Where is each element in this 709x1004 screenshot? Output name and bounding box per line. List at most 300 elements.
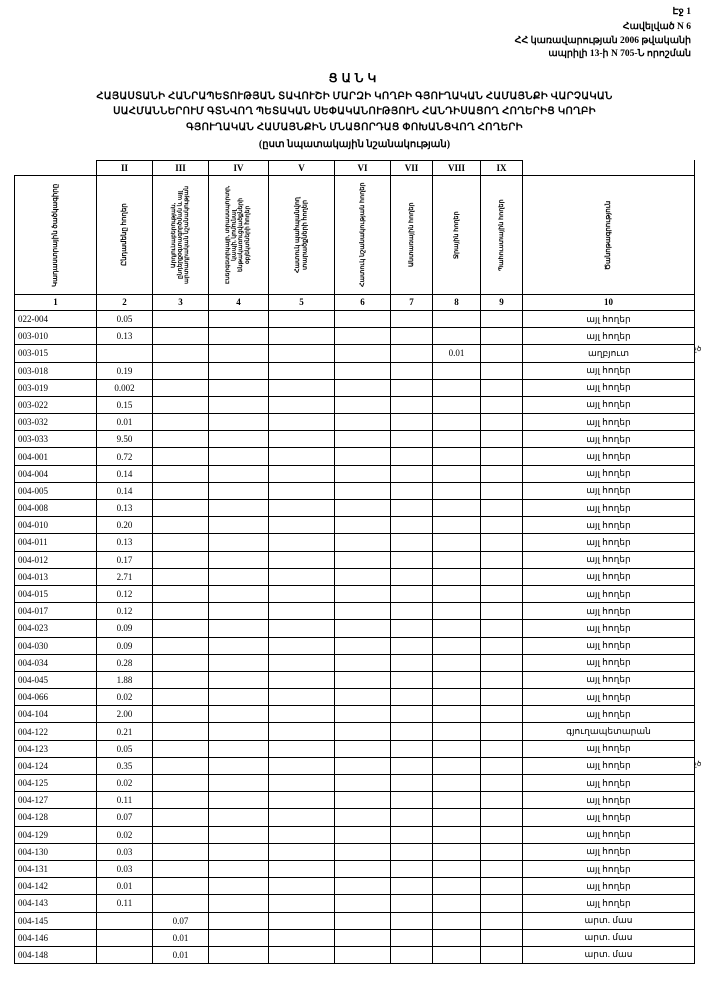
cell-col-6: [335, 929, 391, 946]
cell-col-6: [335, 706, 391, 723]
cell-col-4: [209, 809, 269, 826]
cell-col-7: [391, 895, 433, 912]
cell-col-6: [335, 637, 391, 654]
cell-col-9: [481, 620, 523, 637]
document-note: (ըստ նպատակային նշանակության): [258, 138, 451, 150]
cell-col-6: [335, 603, 391, 620]
col-number-5: 5: [269, 294, 335, 310]
cell-col-8: [433, 723, 481, 740]
cell-col-7: [391, 706, 433, 723]
cell-col-3: [153, 878, 209, 895]
col-header-industrial: [153, 175, 209, 294]
cell-col-8: [433, 809, 481, 826]
table-header-row: [15, 175, 695, 294]
cell-cadastre-code: 004-143: [15, 895, 97, 912]
cell-col-6: [335, 757, 391, 774]
cell-col-3: [153, 517, 209, 534]
cell-col-4: [209, 482, 269, 499]
annex-line-1: Հավելված N 6: [622, 21, 691, 32]
cell-col-4: [209, 878, 269, 895]
table-row: [15, 620, 695, 637]
cell-col-6: [335, 740, 391, 757]
cell-col-4: [209, 517, 269, 534]
table-row: [15, 809, 695, 826]
cell-col-8: 0.01: [433, 345, 481, 362]
cell-col-5: [269, 878, 335, 895]
cell-col-8: [433, 568, 481, 585]
cell-note: այլ հողեր: [523, 517, 695, 534]
cell-cadastre-code: 004-145: [15, 912, 97, 929]
table-row: [15, 654, 695, 671]
cell-col-4: [209, 379, 269, 396]
cell-cadastre-code: 004-005: [15, 482, 97, 499]
cell-col-6: [335, 482, 391, 499]
cell-note: այլ հողեր: [523, 414, 695, 431]
cell-col-2: 0.14: [97, 482, 153, 499]
cell-cadastre-code: 004-148: [15, 946, 97, 963]
cell-col-9: [481, 929, 523, 946]
cell-cadastre-code: 004-128: [15, 809, 97, 826]
document-subtitle-line-1: ՀԱՅԱՍՏԱՆԻ ՀԱՆՐԱՊԵՏՈՒԹՅԱՆ ՏԱՎՈՒՇԻ ՄԱՐԶԻ ԿՈՂԲԻ ԳՅՈՒՂԱԿԱՆ ՀԱՄԱՅՆՔԻ ՎԱՐՉԱԿԱՆ: [96, 91, 613, 103]
cell-col-4: [209, 723, 269, 740]
cell-col-8: [433, 826, 481, 843]
cell-note: այլ հողեր: [523, 671, 695, 688]
cell-col-4: [209, 792, 269, 809]
margin-mark: չծ: [694, 345, 702, 353]
col-header-label-5: Հատուկ պահպանվող տարածքների հողեր: [294, 196, 309, 273]
cell-col-7: [391, 585, 433, 602]
cell-col-4: [209, 843, 269, 860]
cell-col-3: [153, 792, 209, 809]
cell-col-6: [335, 328, 391, 345]
cell-cadastre-code: 004-123: [15, 740, 97, 757]
cell-col-3: [153, 396, 209, 413]
cell-col-6: [335, 843, 391, 860]
cell-col-4: [209, 396, 269, 413]
cell-col-7: [391, 723, 433, 740]
cell-note: այլ հողեր: [523, 637, 695, 654]
cell-col-2: 0.12: [97, 603, 153, 620]
cell-col-5: [269, 723, 335, 740]
cell-col-8: [433, 671, 481, 688]
cell-col-9: [481, 396, 523, 413]
cell-note: այլ հողեր: [523, 775, 695, 792]
cell-col-3: [153, 482, 209, 499]
cell-col-3: 0.07: [153, 912, 209, 929]
cell-col-8: [433, 620, 481, 637]
cell-col-7: [391, 946, 433, 963]
cell-note: այլ հողեր: [523, 431, 695, 448]
cell-col-4: [209, 757, 269, 774]
cell-col-2: 0.03: [97, 860, 153, 877]
cell-cadastre-code: 003-032: [15, 414, 97, 431]
cell-col-5: [269, 895, 335, 912]
cell-col-4: [209, 620, 269, 637]
cell-col-8: [433, 878, 481, 895]
cell-col-7: [391, 740, 433, 757]
roman-cell-10: [523, 160, 695, 175]
table-row: [15, 517, 695, 534]
cell-col-4: [209, 328, 269, 345]
cell-col-9: [481, 740, 523, 757]
cell-col-5: [269, 517, 335, 534]
cell-col-6: [335, 792, 391, 809]
cell-col-2: 1.88: [97, 671, 153, 688]
cell-col-6: [335, 946, 391, 963]
cell-col-3: [153, 379, 209, 396]
cell-col-2: 0.21: [97, 723, 153, 740]
cell-col-3: [153, 757, 209, 774]
cell-col-2: [97, 929, 153, 946]
roman-cell-4: IV: [209, 160, 269, 175]
cell-col-3: [153, 775, 209, 792]
cell-cadastre-code: 004-034: [15, 654, 97, 671]
cell-col-2: 0.13: [97, 328, 153, 345]
cell-col-5: [269, 465, 335, 482]
margin-mark: չծ: [694, 760, 702, 768]
cell-col-9: [481, 843, 523, 860]
table-row: [15, 792, 695, 809]
col-number-4: 4: [209, 294, 269, 310]
cell-col-8: [433, 517, 481, 534]
cell-col-9: [481, 500, 523, 517]
col-header-label-8: Ջրային հողեր: [452, 211, 460, 259]
cell-col-8: [433, 551, 481, 568]
cell-col-8: [433, 689, 481, 706]
roman-cell-7: VII: [391, 160, 433, 175]
col-header-label-9: Պահուստային հողեր: [497, 199, 505, 271]
cell-col-3: [153, 310, 209, 327]
roman-cell-3: III: [153, 160, 209, 175]
cell-col-9: [481, 431, 523, 448]
cell-col-9: [481, 379, 523, 396]
title-block: [14, 71, 695, 150]
cell-col-8: [433, 654, 481, 671]
cell-col-6: [335, 620, 391, 637]
cell-col-9: [481, 723, 523, 740]
cell-col-8: [433, 860, 481, 877]
cell-col-9: [481, 362, 523, 379]
cell-col-4: [209, 654, 269, 671]
table-roman-row: [15, 160, 695, 175]
cell-col-9: [481, 689, 523, 706]
cell-col-6: [335, 431, 391, 448]
cell-col-2: 0.11: [97, 792, 153, 809]
cell-cadastre-code: 004-142: [15, 878, 97, 895]
cell-col-2: 0.05: [97, 740, 153, 757]
cell-col-2: 0.17: [97, 551, 153, 568]
cell-col-7: [391, 345, 433, 362]
cell-col-7: [391, 843, 433, 860]
cell-cadastre-code: 004-045: [15, 671, 97, 688]
cell-col-6: [335, 895, 391, 912]
cell-col-8: [433, 740, 481, 757]
cell-cadastre-code: 004-146: [15, 929, 97, 946]
cell-col-5: [269, 448, 335, 465]
cell-col-8: [433, 379, 481, 396]
cell-col-8: [433, 929, 481, 946]
cell-note: արտ. մաս: [523, 946, 695, 963]
roman-cell-2: II: [97, 160, 153, 175]
cell-col-3: [153, 654, 209, 671]
cell-col-5: [269, 826, 335, 843]
cell-col-9: [481, 775, 523, 792]
cell-col-2: 0.20: [97, 517, 153, 534]
table-row: [15, 328, 695, 345]
cell-col-4: [209, 740, 269, 757]
cell-col-5: [269, 379, 335, 396]
table-row: [15, 912, 695, 929]
cell-col-6: [335, 671, 391, 688]
cell-col-8: [433, 500, 481, 517]
cell-col-8: [433, 775, 481, 792]
cell-note: այլ հողեր: [523, 620, 695, 637]
table-row: [15, 482, 695, 499]
cell-cadastre-code: 004-023: [15, 620, 97, 637]
cell-col-3: [153, 860, 209, 877]
cell-col-5: [269, 603, 335, 620]
cell-cadastre-code: 003-022: [15, 396, 97, 413]
cell-col-5: [269, 792, 335, 809]
table-row: [15, 689, 695, 706]
table-row: [15, 448, 695, 465]
cell-col-9: [481, 706, 523, 723]
cell-cadastre-code: 004-130: [15, 843, 97, 860]
table-row: [15, 414, 695, 431]
cell-col-8: [433, 585, 481, 602]
cell-cadastre-code: 004-127: [15, 792, 97, 809]
cell-col-7: [391, 654, 433, 671]
cell-col-5: [269, 620, 335, 637]
table-row: [15, 585, 695, 602]
cell-col-5: [269, 843, 335, 860]
cell-col-9: [481, 654, 523, 671]
cell-col-7: [391, 482, 433, 499]
cell-cadastre-code: 004-008: [15, 500, 97, 517]
cell-col-2: 0.09: [97, 637, 153, 654]
cell-cadastre-code: 003-033: [15, 431, 97, 448]
cell-col-2: 2.71: [97, 568, 153, 585]
cell-col-2: 0.02: [97, 775, 153, 792]
cell-col-4: [209, 895, 269, 912]
cell-col-5: [269, 775, 335, 792]
cell-col-4: [209, 860, 269, 877]
cell-col-9: [481, 448, 523, 465]
cell-col-9: [481, 860, 523, 877]
col-number-3: 3: [153, 294, 209, 310]
cell-col-3: [153, 740, 209, 757]
table-row: [15, 740, 695, 757]
table-row: [15, 878, 695, 895]
cell-col-4: [209, 671, 269, 688]
cell-col-5: [269, 637, 335, 654]
cell-col-4: [209, 826, 269, 843]
col-header-total-lands: [97, 175, 153, 294]
cell-col-3: [153, 706, 209, 723]
cell-col-5: [269, 414, 335, 431]
cell-col-4: [209, 929, 269, 946]
cell-col-7: [391, 396, 433, 413]
cell-col-9: [481, 310, 523, 327]
cell-col-8: [433, 362, 481, 379]
cell-note: այլ հողեր: [523, 860, 695, 877]
cell-col-4: [209, 912, 269, 929]
table-row: [15, 775, 695, 792]
cell-note: այլ հողեր: [523, 792, 695, 809]
cell-col-3: [153, 637, 209, 654]
table-row: [15, 671, 695, 688]
table-row: [15, 396, 695, 413]
cell-col-4: [209, 310, 269, 327]
cell-cadastre-code: 004-122: [15, 723, 97, 740]
cell-col-7: [391, 929, 433, 946]
table-row: [15, 345, 695, 362]
cell-note: այլ հողեր: [523, 310, 695, 327]
cell-col-7: [391, 809, 433, 826]
cell-cadastre-code: 004-125: [15, 775, 97, 792]
cell-col-7: [391, 568, 433, 585]
col-header-label-3: Արդյունաբերության, ընդերքօգտագործման և այլ արտադրական նշանակության: [170, 185, 190, 285]
cell-cadastre-code: 004-104: [15, 706, 97, 723]
cell-col-9: [481, 792, 523, 809]
cell-col-6: [335, 568, 391, 585]
cell-col-7: [391, 310, 433, 327]
cell-col-2: 0.35: [97, 757, 153, 774]
cell-col-3: [153, 431, 209, 448]
cell-cadastre-code: 004-030: [15, 637, 97, 654]
cell-col-6: [335, 500, 391, 517]
document-header: [14, 6, 691, 62]
col-header-notes: [523, 175, 695, 294]
table-body: [15, 310, 695, 963]
cell-col-5: [269, 310, 335, 327]
cell-col-9: [481, 637, 523, 654]
cell-col-6: [335, 775, 391, 792]
cell-col-6: [335, 809, 391, 826]
cell-col-3: [153, 534, 209, 551]
col-number-2: 2: [97, 294, 153, 310]
cell-col-9: [481, 585, 523, 602]
cell-col-4: [209, 706, 269, 723]
cell-col-7: [391, 620, 433, 637]
cell-col-8: [433, 757, 481, 774]
cell-col-2: 0.02: [97, 826, 153, 843]
cell-col-6: [335, 310, 391, 327]
table-row: [15, 860, 695, 877]
cell-col-8: [433, 534, 481, 551]
cell-col-3: [153, 568, 209, 585]
col-header-label-7: Անտառային հողեր: [407, 202, 415, 268]
cell-col-5: [269, 809, 335, 826]
cell-note: այլ հողեր: [523, 826, 695, 843]
cell-col-8: [433, 328, 481, 345]
table-row: [15, 826, 695, 843]
col-header-label-10: Ծանոթագրություն: [604, 200, 613, 270]
cell-col-3: [153, 809, 209, 826]
cell-col-5: [269, 740, 335, 757]
col-header-forest: [391, 175, 433, 294]
col-number-7: 7: [391, 294, 433, 310]
cell-col-5: [269, 929, 335, 946]
cell-col-8: [433, 946, 481, 963]
cell-note: այլ հողեր: [523, 654, 695, 671]
cell-col-2: 0.13: [97, 500, 153, 517]
cell-col-3: [153, 414, 209, 431]
cell-note: այլ հողեր: [523, 740, 695, 757]
cell-col-8: [433, 431, 481, 448]
cell-col-7: [391, 362, 433, 379]
col-header-special-purpose: [335, 175, 391, 294]
table-column-number-row: [15, 294, 695, 310]
cell-col-4: [209, 465, 269, 482]
cell-col-7: [391, 912, 433, 929]
cell-col-6: [335, 345, 391, 362]
cell-col-8: [433, 912, 481, 929]
cell-cadastre-code: 004-066: [15, 689, 97, 706]
cell-col-9: [481, 826, 523, 843]
col-number-6: 6: [335, 294, 391, 310]
cell-col-2: 0.01: [97, 414, 153, 431]
cell-col-4: [209, 431, 269, 448]
table-row: [15, 431, 695, 448]
cell-note: այլ հողեր: [523, 465, 695, 482]
cell-col-7: [391, 792, 433, 809]
cell-col-6: [335, 465, 391, 482]
cell-col-3: [153, 362, 209, 379]
table-row: [15, 843, 695, 860]
cell-col-2: 0.19: [97, 362, 153, 379]
cell-cadastre-code: 003-019: [15, 379, 97, 396]
cell-col-2: 2.00: [97, 706, 153, 723]
cell-col-6: [335, 689, 391, 706]
page-number: Էջ 1: [672, 7, 691, 17]
cell-cadastre-code: 004-131: [15, 860, 97, 877]
cell-col-9: [481, 809, 523, 826]
cell-col-4: [209, 775, 269, 792]
cell-col-7: [391, 414, 433, 431]
roman-cell-8: VIII: [433, 160, 481, 175]
cell-col-5: [269, 654, 335, 671]
cell-cadastre-code: 003-010: [15, 328, 97, 345]
cell-col-9: [481, 568, 523, 585]
cell-col-6: [335, 585, 391, 602]
cell-col-8: [433, 637, 481, 654]
annex-line-2: ՀՀ կառավարության 2006 թվականի: [514, 35, 691, 46]
cell-col-3: [153, 465, 209, 482]
table-row: [15, 568, 695, 585]
cell-col-4: [209, 345, 269, 362]
cell-col-8: [433, 482, 481, 499]
cell-cadastre-code: 004-010: [15, 517, 97, 534]
cell-col-5: [269, 671, 335, 688]
col-header-label-2: Ընդամենը հողեր: [120, 203, 129, 267]
cell-cadastre-code: 004-004: [15, 465, 97, 482]
cell-col-5: [269, 500, 335, 517]
cell-col-6: [335, 654, 391, 671]
cell-col-9: [481, 757, 523, 774]
cell-col-5: [269, 362, 335, 379]
cell-note: այլ հողեր: [523, 568, 695, 585]
cell-cadastre-code: 004-013: [15, 568, 97, 585]
document-title: ՑԱՆԿ: [328, 71, 381, 86]
cell-col-7: [391, 826, 433, 843]
cell-col-7: [391, 551, 433, 568]
cell-cadastre-code: 003-018: [15, 362, 97, 379]
cell-col-4: [209, 414, 269, 431]
cell-col-3: [153, 500, 209, 517]
cell-note: այլ հողեր: [523, 328, 695, 345]
cell-note: այլ հողեր: [523, 482, 695, 499]
